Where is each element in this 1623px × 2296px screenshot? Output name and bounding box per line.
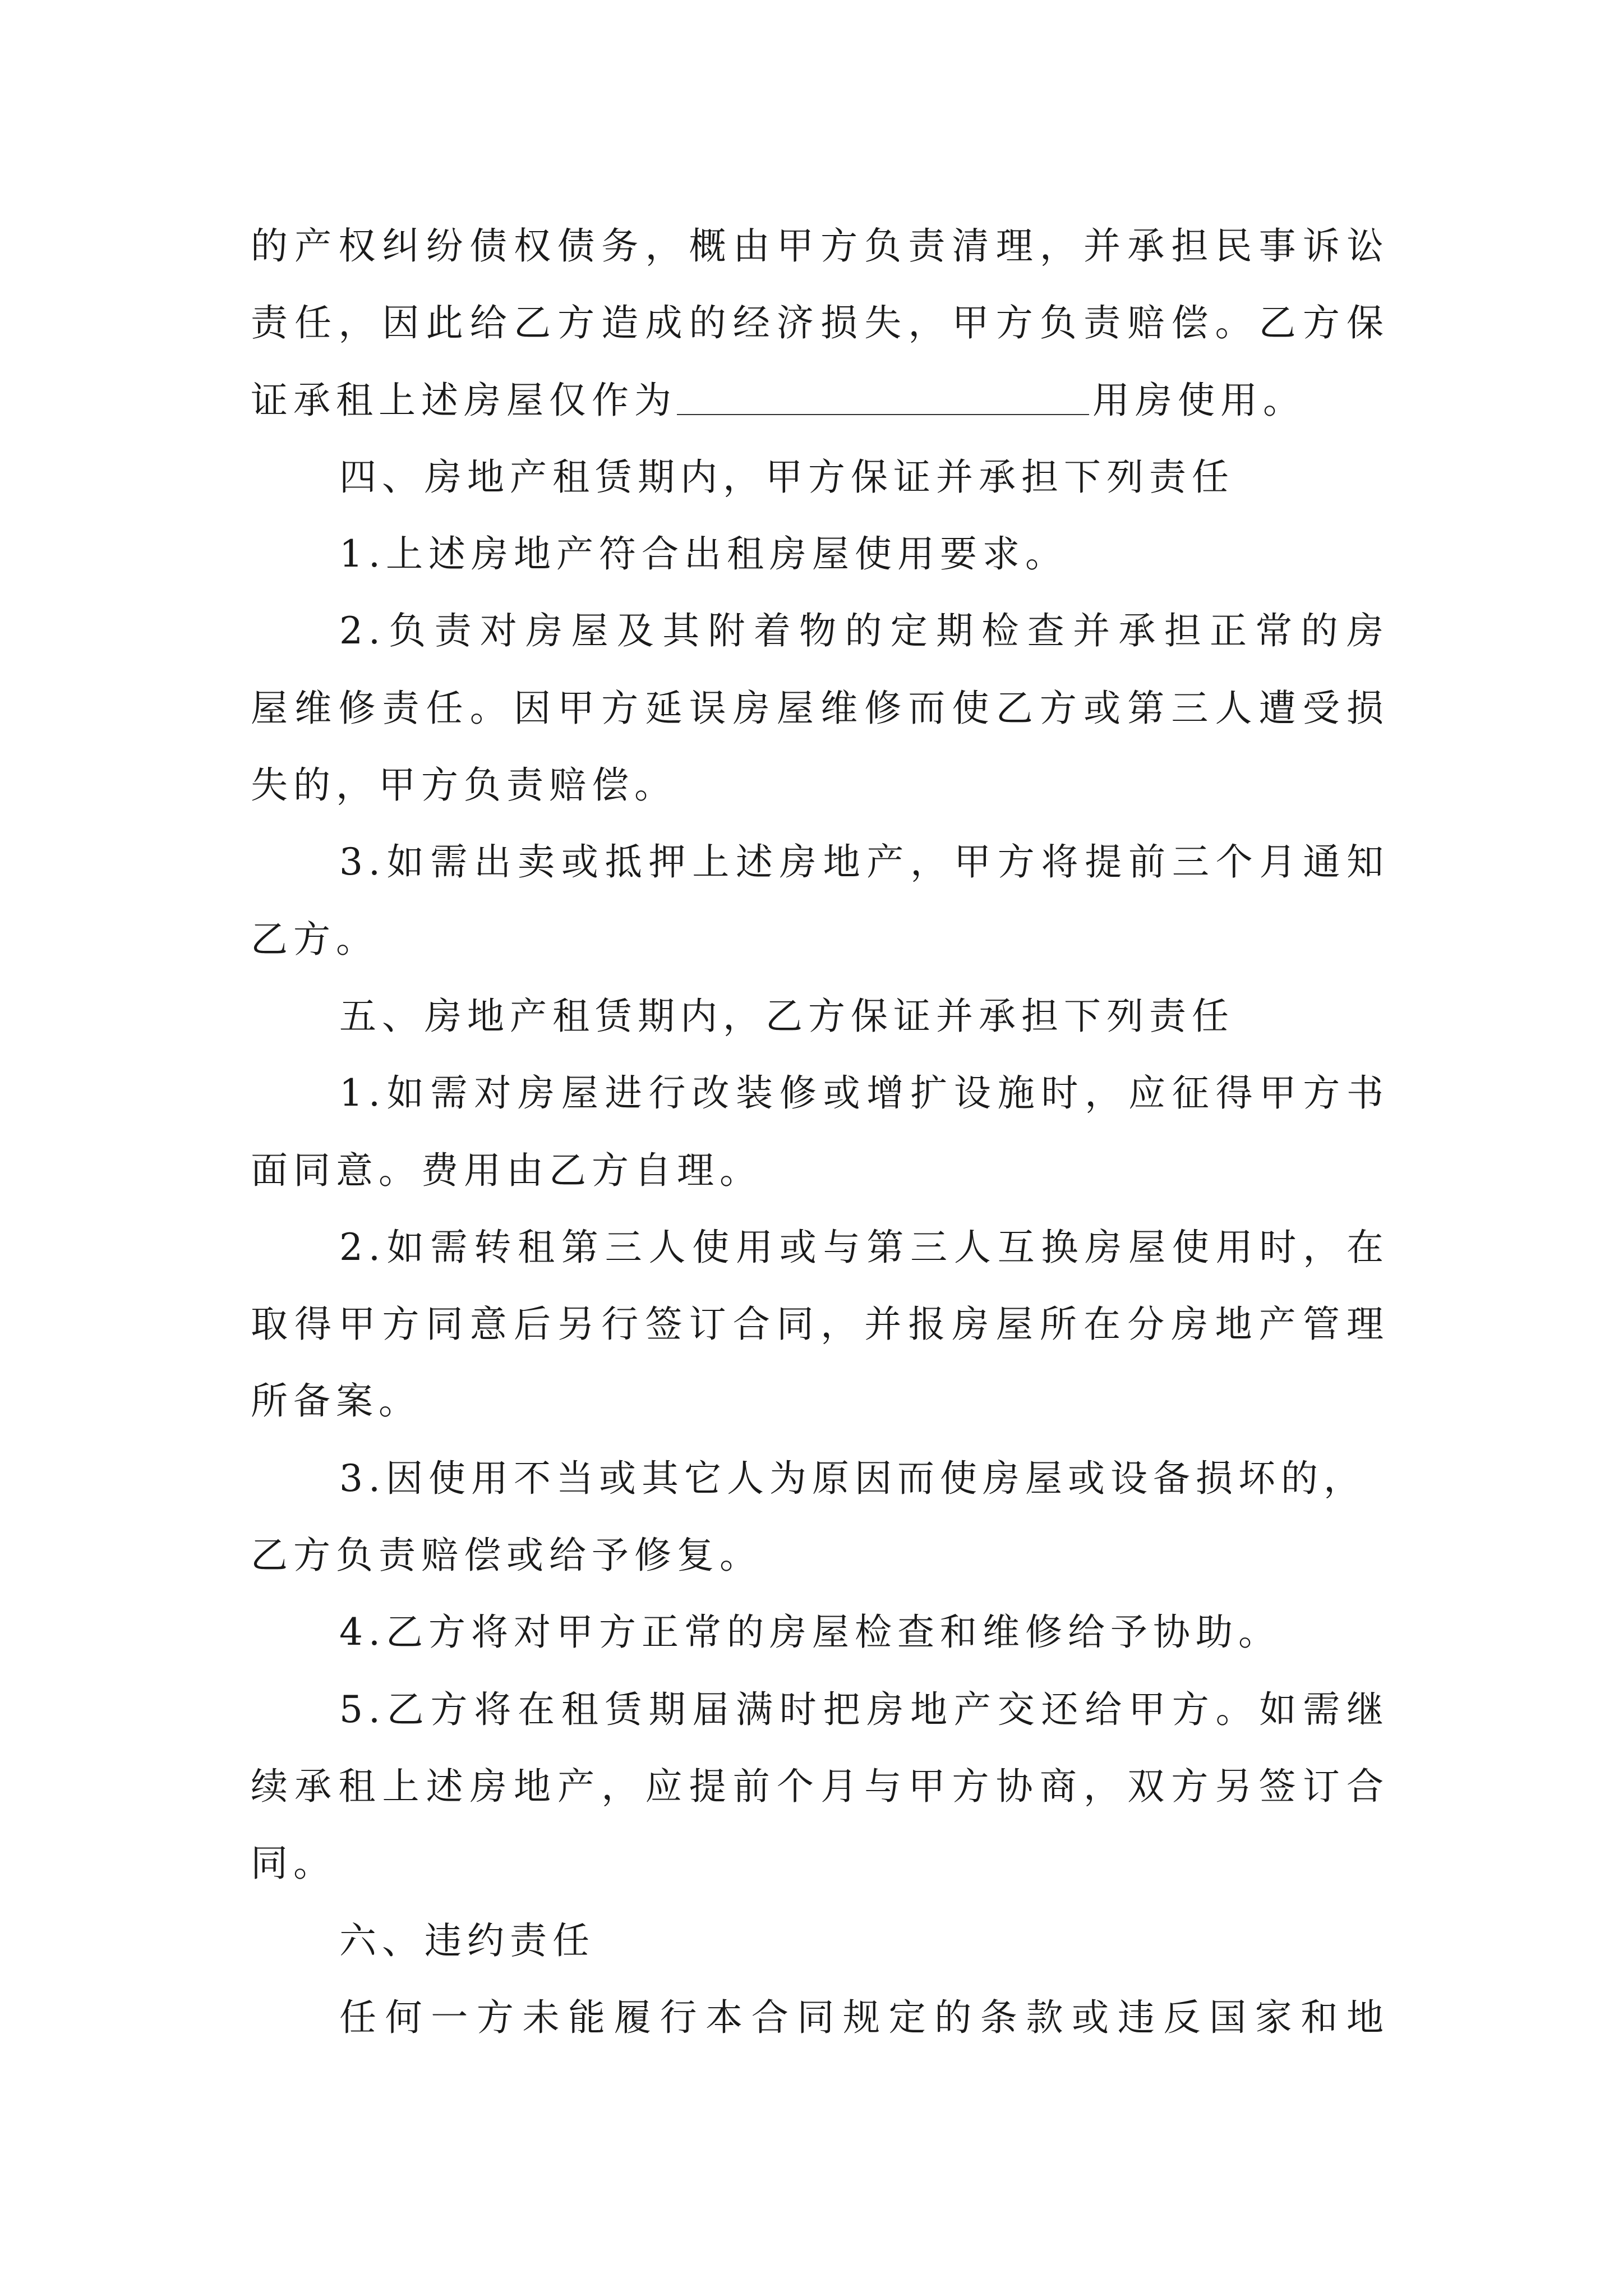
line-text-before-blank: 证承租上述房屋仅作为 — [251, 378, 677, 422]
clause-line: 3.如需出卖或抵押上述房地产，甲方将提前三个月通知 — [339, 840, 1389, 884]
paragraph-line: 乙方负责赔偿或给予修复。 — [251, 1534, 762, 1577]
paragraph-line: 的产权纠纷债权债务，概由甲方负责清理，并承担民事诉讼 — [251, 224, 1389, 268]
section-heading: 六、违约责任 — [339, 1918, 595, 1962]
paragraph-line: 取得甲方同意后另行签订合同，并报房屋所在分房地产管理 — [251, 1303, 1389, 1346]
paragraph-line: 面同意。费用由乙方自理。 — [251, 1148, 762, 1192]
section-heading: 五、房地产租赁期内，乙方保证并承担下列责任 — [339, 994, 1234, 1038]
paragraph-line: 所备案。 — [251, 1379, 421, 1423]
clause-line: 4.乙方将对甲方正常的房屋检查和维修给予协助。 — [339, 1611, 1281, 1654]
clause-line: 3.因使用不当或其它人为原因而使房屋或设备损坏的， — [339, 1456, 1366, 1500]
paragraph-line-with-blank — [251, 362, 1389, 439]
fill-in-blank — [677, 385, 1089, 415]
paragraph-line: 续承租上述房地产，应提前个月与甲方协商，双方另签订合 — [251, 1764, 1389, 1808]
clause-line: 5.乙方将在租赁期届满时把房地产交还给甲方。如需继 — [339, 1687, 1389, 1731]
clause-line: 1.如需对房屋进行改装修或增扩设施时，应征得甲方书 — [339, 1071, 1389, 1115]
paragraph-line: 同。 — [251, 1842, 336, 1885]
paragraph-line: 责任，因此给乙方造成的经济损失，甲方负责赔偿。乙方保 — [251, 301, 1389, 345]
section-heading: 四、房地产租赁期内，甲方保证并承担下列责任 — [339, 455, 1234, 499]
paragraph-line: 乙方。 — [251, 917, 379, 961]
document-body — [251, 208, 1389, 2056]
clause-line: 2.负责对房屋及其附着物的定期检查并承担正常的房 — [339, 609, 1389, 653]
paragraph-line: 屋维修责任。因甲方延误房屋维修而使乙方或第三人遭受损 — [251, 686, 1389, 730]
paragraph-line: 失的，甲方负责赔偿。 — [251, 763, 677, 807]
line-text-after-blank: 用房使用。 — [1092, 378, 1306, 422]
clause-line: 1.上述房地产符合出租房屋使用要求。 — [339, 532, 1068, 576]
paragraph-line: 任何一方未能履行本合同规定的条款或违反国家和地 — [339, 1995, 1389, 2039]
clause-line: 2.如需转租第三人使用或与第三人互换房屋使用时，在 — [339, 1225, 1389, 1269]
